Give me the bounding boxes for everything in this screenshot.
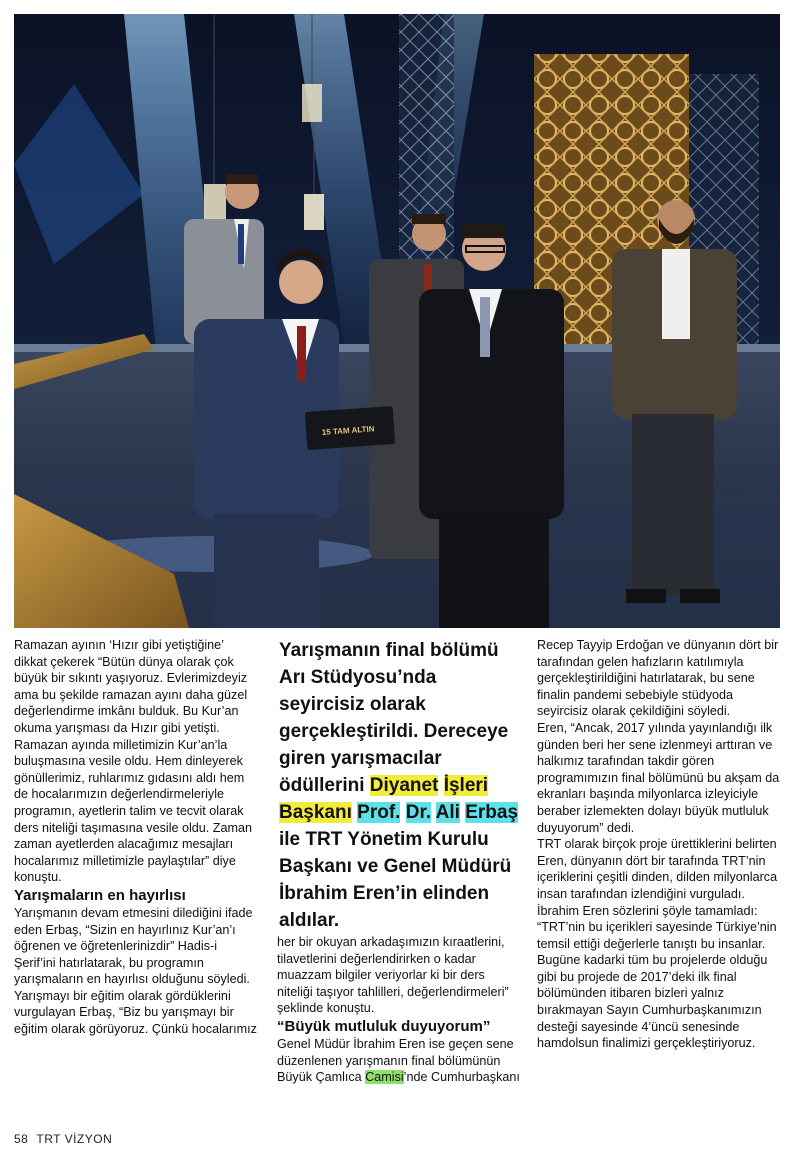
paragraph-4: İbrahim Eren sözlerini şöyle tamamladı: “TRT’nin bu içerikleri sayesinde Türkiye’nin temsil ettiği değerlerle tanıştı bu insanlar. Bugüne kadarki tüm bu projelerde olduğu gibi bu projede de 2017’deki ilk final bölümünden itibaren bizleri yalnız bırakmayan Sayın Cumhurbaşkanımızın desteği sayesinde 4’üncü senesinde hamdolsun finalimizi gerçekleştiriyoruz. <box>537 903 777 1051</box>
highlight-isleri-baskani: İşleri Başkanı <box>279 775 489 823</box>
highlight-prof: Prof. <box>357 802 401 823</box>
body-paragraph-2 <box>277 1036 521 1086</box>
magazine-name: TRT VİZYON <box>36 1132 113 1146</box>
body-paragraph: Yarışmanın devam etmesini dilediğini ifade eden Erbaş, “Sizin en hayırlınız Kur’an’ı öğrenen ve öğretenlerinizdir” Hadis-i Şerif’ini hatırlatarak, bu programın yarışmaların en hayırlısı olduğunu söyledi. Yarışmayı bir eğitim olarak gördüklerini vurgulayan Erbaş, “Biz bu yarışmayı bir eğitim olarak görüyoruz. Çünkü hocalarımız <box>14 905 257 1037</box>
pullquote-space-1 <box>438 775 443 796</box>
award-card-text: 15 TAM ALTIN <box>321 424 375 437</box>
subheading-yarismalarin-en-hayirlisi: Yarışmaların en hayırlısı <box>14 886 186 904</box>
column-1 <box>14 637 258 1038</box>
highlight-dr: Dr. <box>405 802 432 823</box>
body2-part1: Genel Müdür İbrahim Eren ise geçen sene düzenlenen yarışmanın final bölümünün Büyük Çamlıca <box>277 1036 514 1085</box>
subheading-buyuk-mutluluk: “Büyük mutluluk duyuyorum” <box>277 1017 491 1035</box>
paragraph-2: Eren, “Ancak, 2017 yılında yayınlandığı ilk günden beri her sene izlenmeyi arttıran ve halkımız tarafından takdir gören programımızın final bölümünü bu akşam da ekranları başında milyonlarca izleyiciyle beraber izlemekten dolayı büyük mutluluk duyuyorum” dedi. <box>537 720 780 835</box>
pullquote-space-3 <box>400 802 405 823</box>
column-3 <box>537 637 783 1052</box>
highlight-camisi: Camisi <box>365 1070 404 1085</box>
pullquote-part1: Yarışmanın final bölümü Arı Stüdyosu’nda seyircisiz olarak gerçekleştirildi. Dereceye giren yarışmacılar ödüllerini <box>279 640 509 796</box>
highlight-diyanet: Diyanet <box>369 775 439 796</box>
paragraph-3: TRT olarak birçok proje ürettiklerini belirten Eren, dünyanın dört bir tarafında TRT’nin içeriklerini çeşitli dinden, dilden milyonlarca insan tarafından izlendiğini vurguladı. <box>537 837 778 901</box>
pull-quote <box>277 637 521 934</box>
highlight-erbas: Erbaş <box>465 802 519 823</box>
body-paragraph: her bir okuyan arkadaşımızın kıraatlerini, tilavetlerini değerlendirirken o kadar muazzam bilgiler veriyorlar ki bir ders niteliği taşıyor tahlilleri, değerlendirmeleri” şeklinde konuştu. <box>277 935 509 1016</box>
body2-part2: ’nde Cumhurbaşkanı <box>403 1070 520 1085</box>
page-footer <box>14 1132 120 1146</box>
pullquote-space-4 <box>431 802 436 823</box>
pullquote-part2: ile TRT Yönetim Kurulu Başkanı ve Genel Müdürü İbrahim Eren’in elinden aldılar. <box>279 829 512 931</box>
highlight-ali: Ali <box>435 802 460 823</box>
paragraph-1: Recep Tayyip Erdoğan ve dünyanın dört bir tarafından gelen hafızların katılımıyla gerçekleştirildiğini hatırlatarak, bu sene finalin pandemi sebebiyle stüdyoda seyircisiz olarak çekildiğini söyledi. <box>537 638 779 719</box>
column-2 <box>277 637 521 1086</box>
award-ceremony-photo <box>14 14 780 628</box>
intro-paragraph: Ramazan ayının ‘Hızır gibi yetiştiğine’ dikkat çekerek “Bütün dünya olarak çok büyük bir sıkıntı yaşıyoruz. Evlerimizdeyiz ama bu şekilde ramazan ayını daha güzel değerlendirme imkânı bulduk. Bu Kur’an okuma yarışması da Hızır gibi yetişti. Ramazan ayında milletimizin Kur’an’la buluşmasına vesile oldu. Hem dinleyerek gönüllerimiz, ruhlarımız gıdasını aldı hem de hocalarımızın değerlendirmeleriyle programın, ayetlerin talim ve tecvit olarak ders niteliği taşımasına vesile oldu. Zaman zaman ayetlerden alacağımız mesajları hocalarımız milletimizle paylaştılar” diye konuştu. <box>14 638 252 885</box>
page-number: 58 <box>14 1132 29 1146</box>
